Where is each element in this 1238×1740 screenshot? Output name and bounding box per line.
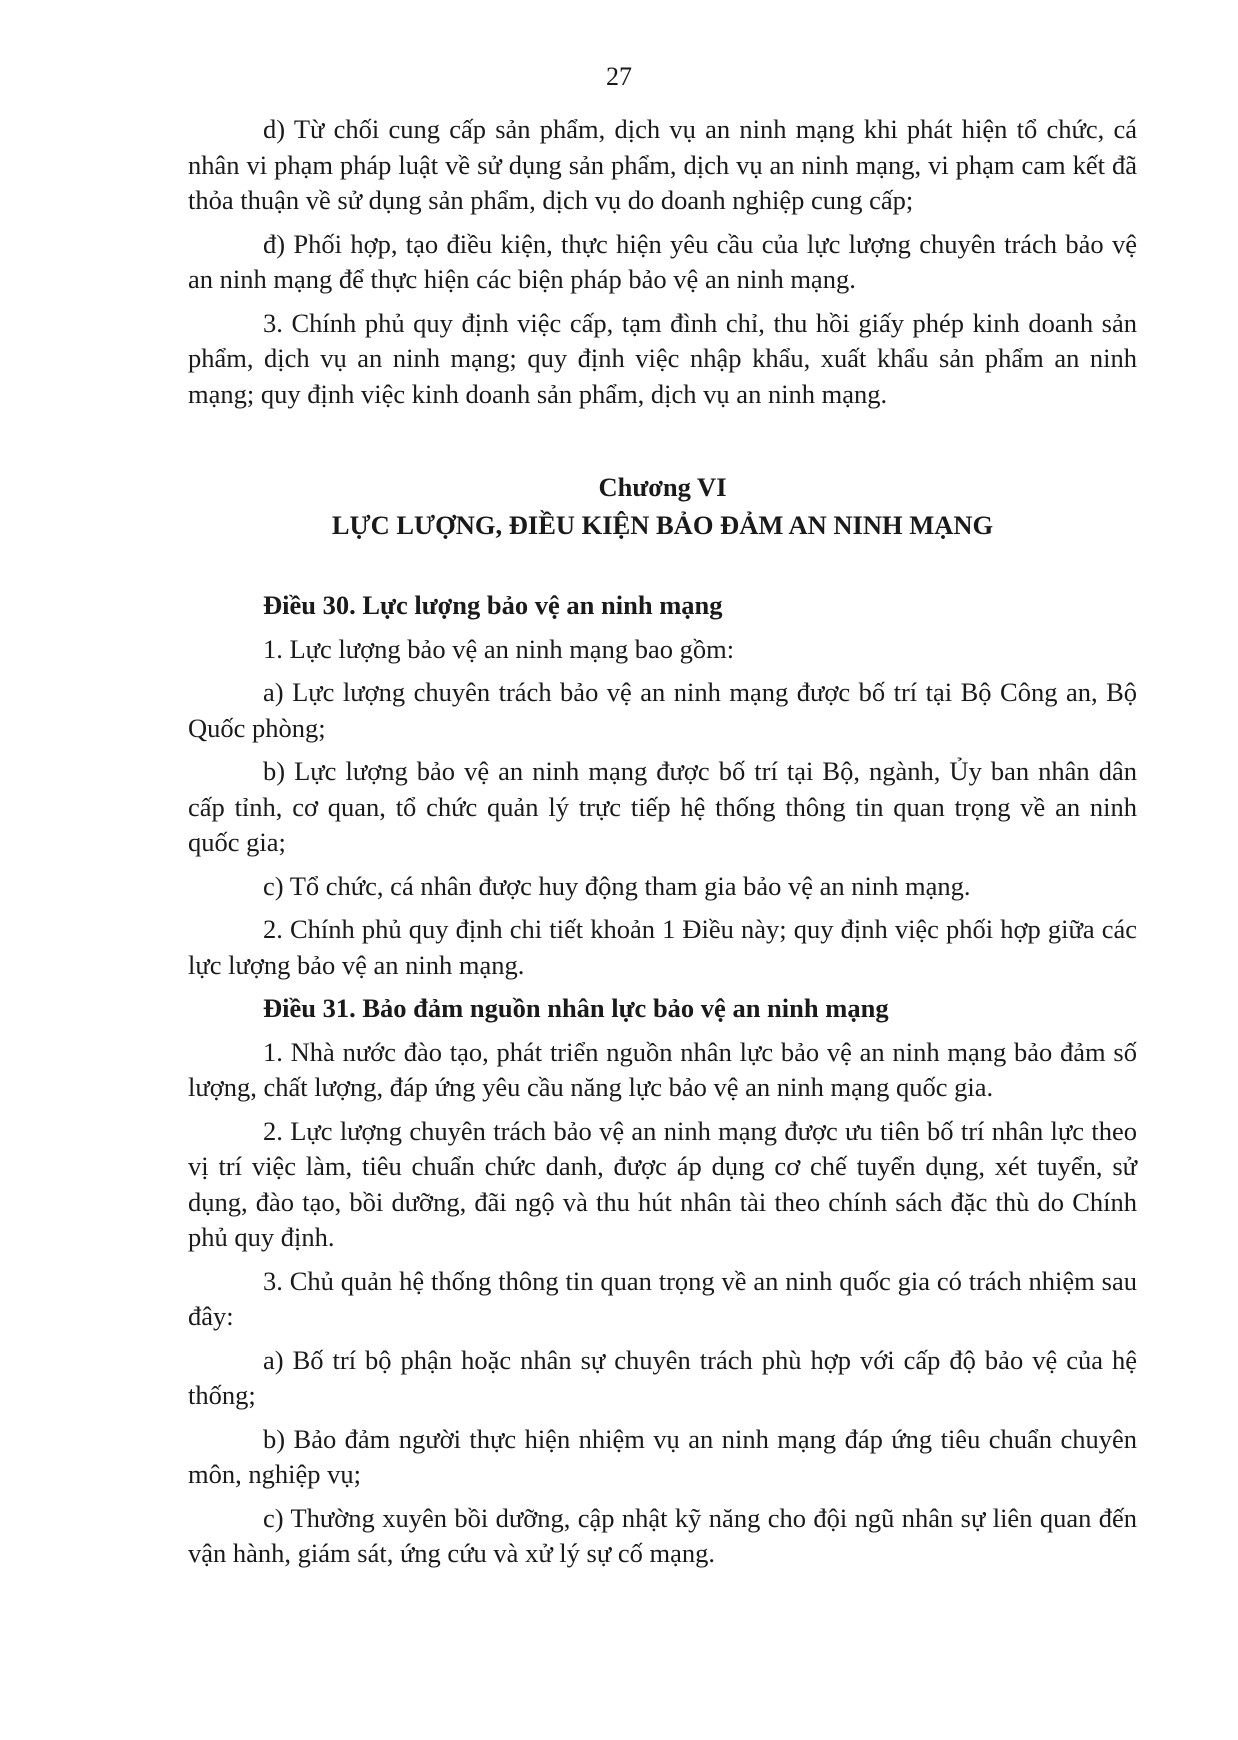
article-31-paragraph: 2. Lực lượng chuyên trách bảo vệ an ninh mạng được ưu tiên bố trí nhân lực theo vị trí việc làm, tiêu chuẩn chức danh, được áp dụng cơ chế tuyển dụng, xét tuyển, sử dụng, đào tạo, bồi dưỡng, đãi ngộ và thu hút nhân tài theo chính sách đặc thù do Chính phủ quy định. — [188, 1115, 1137, 1252]
article-30-paragraph: b) Lực lượng bảo vệ an ninh mạng được bố trí tại Bộ, ngành, Ủy ban nhân dân cấp tỉnh, cơ quan, tổ chức quản lý trực tiếp hệ thống thông tin quan trọng về an ninh quốc gia; — [188, 756, 1137, 857]
article-31-heading: Điều 31. Bảo đảm nguồn nhân lực bảo vệ an ninh mạng — [263, 993, 889, 1023]
article-30-paragraph: 1. Lực lượng bảo vệ an ninh mạng bao gồm: — [263, 633, 735, 664]
article-30-paragraph: 2. Chính phủ quy định chi tiết khoản 1 Điều này; quy định việc phối hợp giữa các lực lượng bảo vệ an ninh mạng. — [188, 914, 1137, 980]
article-31-paragraph: 1. Nhà nước đào tạo, phát triển nguồn nhân lực bảo vệ an ninh mạng bảo đảm số lượng, chất lượng, đáp ứng yêu cầu năng lực bảo vệ an ninh mạng quốc gia. — [188, 1036, 1137, 1102]
chapter-name: LỰC LƯỢNG, ĐIỀU KIỆN BẢO ĐẢM AN NINH MẠNG — [331, 510, 994, 540]
page-number: 27 — [606, 62, 632, 91]
paragraph-d: d) Từ chối cung cấp sản phẩm, dịch vụ an ninh mạng khi phát hiện tổ chức, cá nhân vi phạm pháp luật về sử dụng sản phẩm, dịch vụ an ninh mạng, vi phạm cam kết đã thỏa thuận về sử dụng sản phẩm, dịch vụ do doanh nghiệp cung cấp; — [188, 114, 1137, 215]
article-31-paragraph: b) Bảo đảm người thực hiện nhiệm vụ an ninh mạng đáp ứng tiêu chuẩn chuyên môn, nghiệp vụ; — [188, 1423, 1137, 1489]
chapter-title: Chương VI — [598, 472, 727, 502]
chapter-heading — [188, 468, 1137, 544]
paragraph-dd: đ) Phối hợp, tạo điều kiện, thực hiện yêu cầu của lực lượng chuyên trách bảo vệ an ninh mạng để thực hiện các biện pháp bảo vệ an ninh mạng. — [188, 228, 1137, 294]
article-30-paragraph: c) Tổ chức, cá nhân được huy động tham gia bảo vệ an ninh mạng. — [263, 870, 971, 901]
document-body — [188, 112, 1137, 1580]
article-31-paragraph: c) Thường xuyên bồi dưỡng, cập nhật kỹ năng cho đội ngũ nhân sự liên quan đến vận hành, giám sát, ứng cứu và xử lý sự cố mạng. — [188, 1502, 1137, 1568]
article-30-paragraph: a) Lực lượng chuyên trách bảo vệ an ninh mạng được bố trí tại Bộ Công an, Bộ Quốc phòng; — [188, 677, 1137, 743]
paragraph-3: 3. Chính phủ quy định việc cấp, tạm đình chỉ, thu hồi giấy phép kinh doanh sản phẩm, dịch vụ an ninh mạng; quy định việc nhập khẩu, xuất khẩu sản phẩm an ninh mạng; quy định việc kinh doanh sản phẩm, dịch vụ an ninh mạng. — [188, 307, 1137, 409]
article-30-heading: Điều 30. Lực lượng bảo vệ an ninh mạng — [263, 590, 723, 620]
article-31-paragraph: 3. Chủ quản hệ thống thông tin quan trọng về an ninh quốc gia có trách nhiệm sau đây: — [188, 1265, 1137, 1331]
article-31-paragraph: a) Bố trí bộ phận hoặc nhân sự chuyên trách phù hợp với cấp độ bảo vệ của hệ thống; — [188, 1344, 1137, 1410]
